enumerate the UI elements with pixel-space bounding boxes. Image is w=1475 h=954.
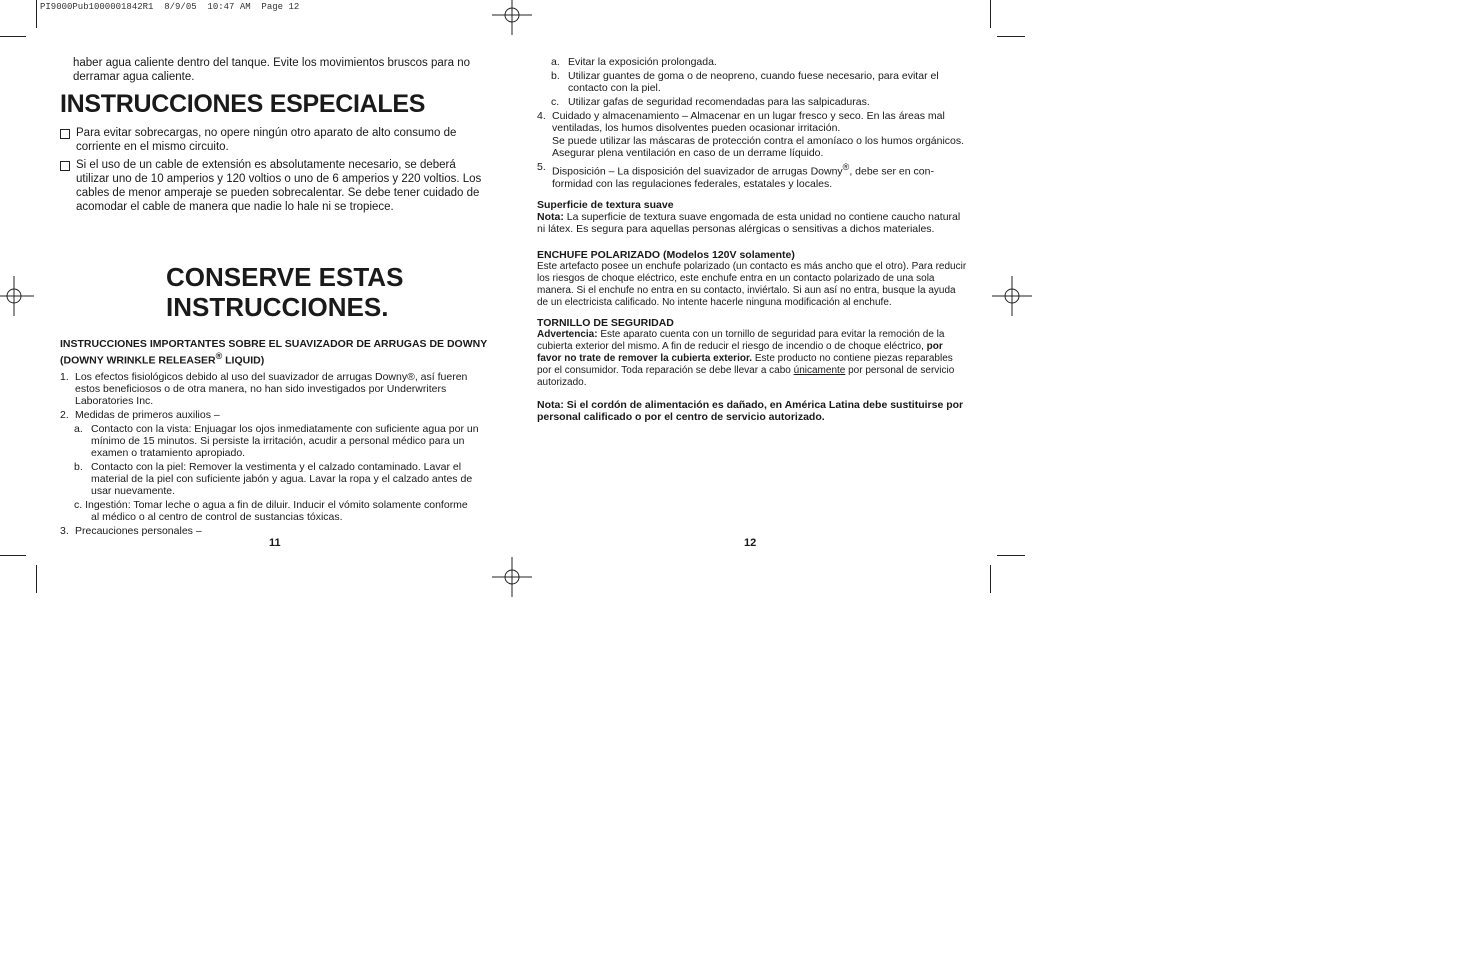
crop-mark: [990, 0, 991, 28]
checkbox-bullet-icon: [60, 161, 70, 171]
screw-title: TORNILLO DE SEGURIDAD: [537, 316, 674, 329]
crop-mark: [997, 555, 1025, 556]
bullet-item: Para evitar sobrecargas, no opere ningún otro aparato de alto consumo de corriente en el mismo circuito.: [60, 126, 490, 154]
surface-note: Nota: La superficie de textura suave engomada de esta unidad no contiene caucho natural ni látex. Es segura para aquellas personas alérgicas o sensitivas a dichos materiales.: [537, 210, 961, 235]
registration-mark-icon: [0, 276, 34, 316]
left-page: [60, 56, 490, 538]
list-subitem: c. Utilizar gafas de seguridad recomendadas para las salpicaduras.: [551, 96, 870, 108]
print-slug: PI9000Pub1000001842R1 8/9/05 10:47 AM Page 12: [40, 2, 300, 12]
crop-mark: [997, 36, 1025, 37]
crop-mark: [0, 555, 26, 556]
plug-title: ENCHUFE POLARIZADO (Modelos 120V solamente): [537, 248, 795, 261]
crop-mark: [36, 0, 37, 28]
list-subitem: a. Contacto con la vista: Enjuagar los ojos inmediatamente con suficiente agua por un mínimo de 15 minutos. Si persiste la irritación, acudir a personal médico para un examen o tratamiento apropiado.: [74, 422, 479, 459]
list-item: 4. Cuidado y almacenamiento – Almacenar en un lugar fresco y seco. En las áreas mal ventiladas, los humos disolventes pueden ocasionar irritación.: [537, 110, 945, 134]
bullet-item: Si el uso de un cable de extensión es absolutamente necesario, se deberá utilizar uno de 10 amperios y 120 voltios o uno de 6 amperios y 220 voltios. Los cables de menor amperaje se pueden sobrecalentar. Se debe tener cuidado de acomodar el cable de manera que nadie lo hale ni se tropiece.: [60, 158, 490, 214]
registration-mark-icon: [492, 557, 532, 597]
important-title: INSTRUCCIONES IMPORTANTES SOBRE EL SUAVIZADOR DE ARRUGAS DE DOWNY (DOWNY WRINKLE RELEASER® LIQUID): [60, 338, 488, 367]
plug-text: Este artefacto posee un enchufe polarizado (un contacto es más ancho que el otro). Para reducir los riesgos de choque eléctrico, este enchufe entra en un contacto polarizado de una sola manera. Si el enchufe no entra en su contacto, inviértalo. Si aun así no entra, busque la ayuda de un electricista calificado. No intente hacerle ninguna modificación al enchufe.: [537, 260, 967, 308]
list-subitem-continued: al médico o al centro de control de sustancias tóxicas.: [91, 510, 343, 523]
checkbox-bullet-icon: [60, 129, 70, 139]
conserve-heading: CONSERVE ESTAS INSTRUCCIONES.: [166, 262, 404, 322]
screw-text: Advertencia: Este aparato cuenta con un tornillo de seguridad para evitar la remoción de la cubierta exterior del mismo. A fin de reducir el riesgo de incendio o de choque eléctrico, por favor no trate de remover la cubierta exterior. Este producto no contiene piezas reparables por el consumidor. Toda reparación se debe llevar a cabo únicamente por personal de servicio autorizado.: [537, 328, 955, 388]
crop-mark: [990, 565, 991, 593]
intro-text: haber agua caliente dentro del tanque. Evite los movimientos bruscos para no derramar agua caliente.: [73, 57, 470, 83]
list-item: 5. Disposición – La disposición del suavizador de arrugas Downy®, debe ser en conformidad con las regulaciones federales, estatales y locales.: [537, 161, 934, 190]
cord-note: Nota: Si el cordón de alimentación es dañado, en América Latina debe sustituirse por personal calificado o por el centro de servicio autorizado.: [537, 398, 964, 423]
page-number: 11: [269, 537, 281, 549]
list-item: 2. Medidas de primeros auxilios –: [60, 408, 220, 421]
right-page: [537, 56, 969, 423]
surface-title: Superficie de textura suave: [537, 198, 674, 211]
section-heading: INSTRUCCIONES ESPECIALES: [60, 90, 426, 118]
list-subitem: b. Utilizar guantes de goma o de neopreno, cuando fuese necesario, para evitar el contacto con la piel.: [551, 70, 939, 94]
crop-mark: [36, 565, 37, 593]
page-number: 12: [744, 537, 757, 549]
registration-mark-icon: [492, 0, 532, 35]
list-subitem: a. Evitar la exposición prolongada.: [551, 56, 717, 68]
registration-mark-icon: [992, 276, 1032, 316]
list-item: 1. Los efectos fisiológicos debido al uso del suavizador de arrugas Downy®, así fueren estos beneficiosos o de otra manera, no han sido investigados por Underwriters Laboratories Inc.: [60, 370, 468, 407]
list-subitem: c. Ingestión: Tomar leche o agua a fin de diluir. Inducir el vómito solamente conforme: [74, 498, 468, 511]
list-item: 3. Precauciones personales –: [60, 524, 202, 537]
crop-mark: [0, 36, 26, 37]
list-item-continued: Se puede utilizar las máscaras de protección contra el amoníaco o los humos orgánicos. Asegurar plena ventilación en caso de un derrame líquido.: [552, 135, 965, 159]
list-subitem: b. Contacto con la piel: Remover la vestimenta y el calzado contaminado. Lavar el material de la piel con suficiente jabón y agua. Lavar la ropa y el calzado antes de usar nuevamente.: [74, 460, 473, 497]
